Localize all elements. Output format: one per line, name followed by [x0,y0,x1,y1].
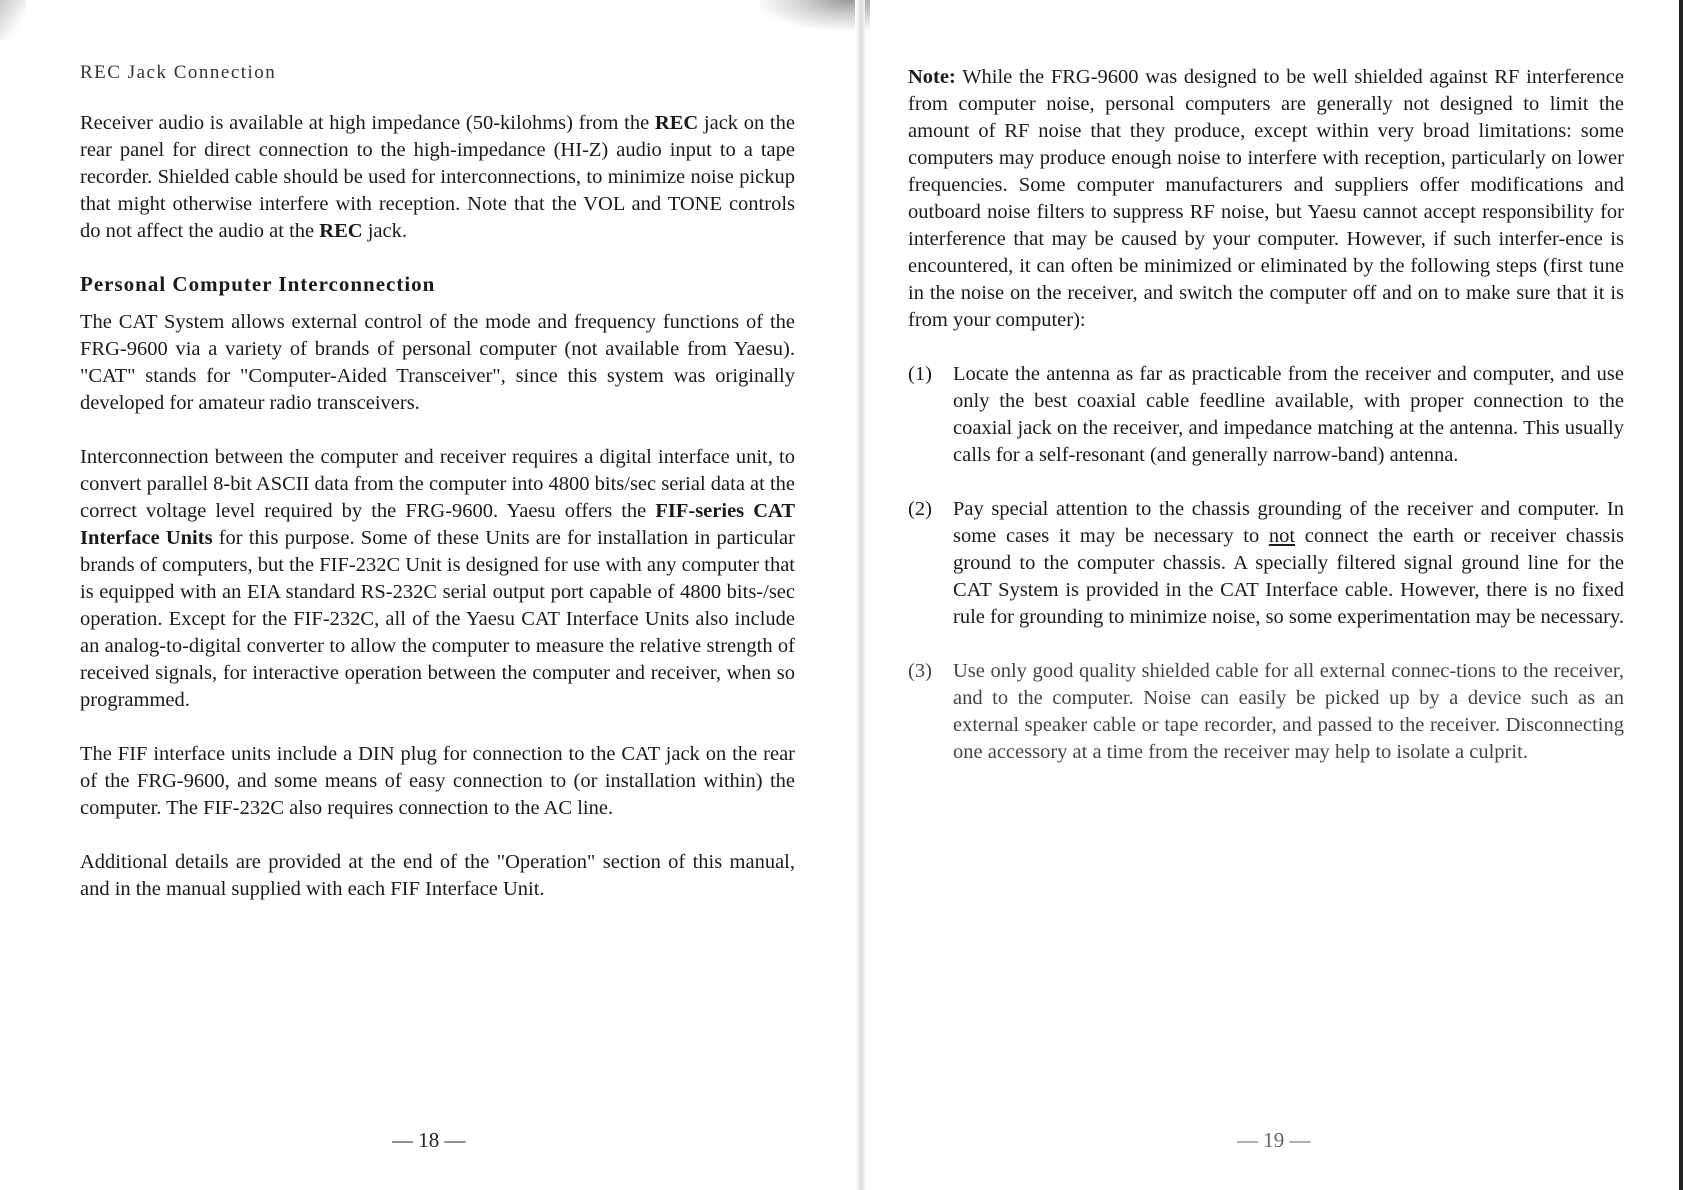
list-item [908,658,1624,766]
interface-text-2: for this purpose. Some of these Units are for installation in particular brands of computers, but the FIF-232C Unit is designed for use with any computer that is equipped with an EIA standard RS-232C serial output port capable of 4800 bits-/sec operation. Except for the FIF-232C, all of the Yaesu CAT Interface Units also include an analog-to-digital converter to allow the computer to measure the relative strength of received signals, for interactive operation between the computer and receiver, when so programmed. [80,527,795,711]
note-text: While the FRG-9600 was designed to be well shielded against RF interference from computer noise, personal computers are generally not designed to limit the amount of RF noise that they produce, except within very broad limitations: some computers may produce enough noise to interfere with reception, particularly on lower frequencies. Some computer manufacturers and suppliers offer modifications and outboard noise filters to suppress RF noise, but Yaesu cannot accept responsibility for interference that may be caused by your computer. However, if such interfer-ence is encountered, it can often be minimized or eliminated by the following steps (first tune in the noise on the receiver, and switch the computer off and on to make sure that it is from your computer): [908,66,1624,331]
page-19 [862,0,1683,1190]
cat-system-paragraph: The CAT System allows external control of the mode and frequency functions of the FRG-9600 via a variety of brands of personal computer (not available from Yaesu). "CAT" stands for "Computer-Aided Transceiver", since this system was originally developed for amateur radio transceivers. [80,311,795,414]
fif-series-bold: FIF-series CAT Interface Units [80,500,795,549]
additional-details-paragraph: Additional details are provided at the end of the "Operation" section of this manual, and in the manual supplied with each FIF Interface Unit. [80,851,795,900]
list-item [908,496,1624,631]
scan-edge [1679,0,1683,1190]
underlined-not: not [1268,525,1296,547]
list-item-number: (1) [908,363,932,385]
din-plug-paragraph: The FIF interface units include a DIN plug for connection to the CAT jack on the rear of the FRG-9600, and some means of easy connection to (or installation within) the computer. The FIF-232C also requires connection to the AC line. [80,743,795,819]
rec-text-1: Receiver audio is available at high impedance (50-kilohms) from the [80,112,655,134]
grounding-text-2: connect the earth or receiver chassis ground to the computer chassis. A specially filtered signal ground line for the CAT System is provided in the CAT Interface cable. However, there is no fixed rule for grounding to minimize noise, so some experimentation may be necessary. [953,525,1625,628]
rec-text-3: jack. [362,220,407,242]
noise-steps-list [908,361,1624,766]
rec-jack-paragraph [80,110,795,245]
interface-unit-paragraph [80,444,795,714]
page-18-body [80,62,795,930]
page-number-18: — 18 — [392,1128,466,1152]
list-item-text [953,496,1624,631]
note-label: Note: [908,66,956,88]
rec-bold-2: REC [319,220,363,242]
note-paragraph [908,64,1624,334]
interface-text-1: Interconnection between the computer and receiver requires a digital interface unit, to convert parallel 8-bit ASCII data from the computer into 4800 bits/sec serial data at the correct voltage level required by the FRG-9600. Yaesu offers the [80,446,796,522]
list-item-number: (3) [908,660,932,682]
page-19-body [908,64,1624,793]
list-item-text: Locate the antenna as far as practicable from the receiver and computer, and use only the best coaxial cable feedline available, with proper connection to the coaxial jack on the receiver, and impedance matching at the antenna. This usually calls for a self-resonant (and generally narrow-band) antenna. [953,363,1624,466]
rec-jack-heading: REC Jack Connection [80,62,277,83]
rec-bold-1: REC [654,112,699,134]
pc-interconnection-heading: Personal Computer Interconnection [80,272,436,296]
rec-text-2: jack on the rear panel for direct connection to the high-impedance (HI-Z) audio input to a tape recorder. Shielded cable should be used for interconnections, to minimize noise pickup that might otherwise interfere with reception. Note that the VOL and TONE controls do not affect the audio at the [80,112,795,242]
list-item-number: (2) [908,498,932,520]
list-item [908,361,1624,469]
page-number-19: — 19 — [1237,1128,1311,1152]
list-item-text: Use only good quality shielded cable for all external connec-tions to the receiver, and to the computer. Noise can easily be picked up by a device such as an external speaker cable or tape recorder, and passed to the receiver. Disconnecting one accessory at a time from the receiver may help to isolate a culprit. [953,660,1624,763]
grounding-text-1: Pay special attention to the chassis grounding of the receiver and computer. In some cases it may be necessary to [953,498,1624,547]
